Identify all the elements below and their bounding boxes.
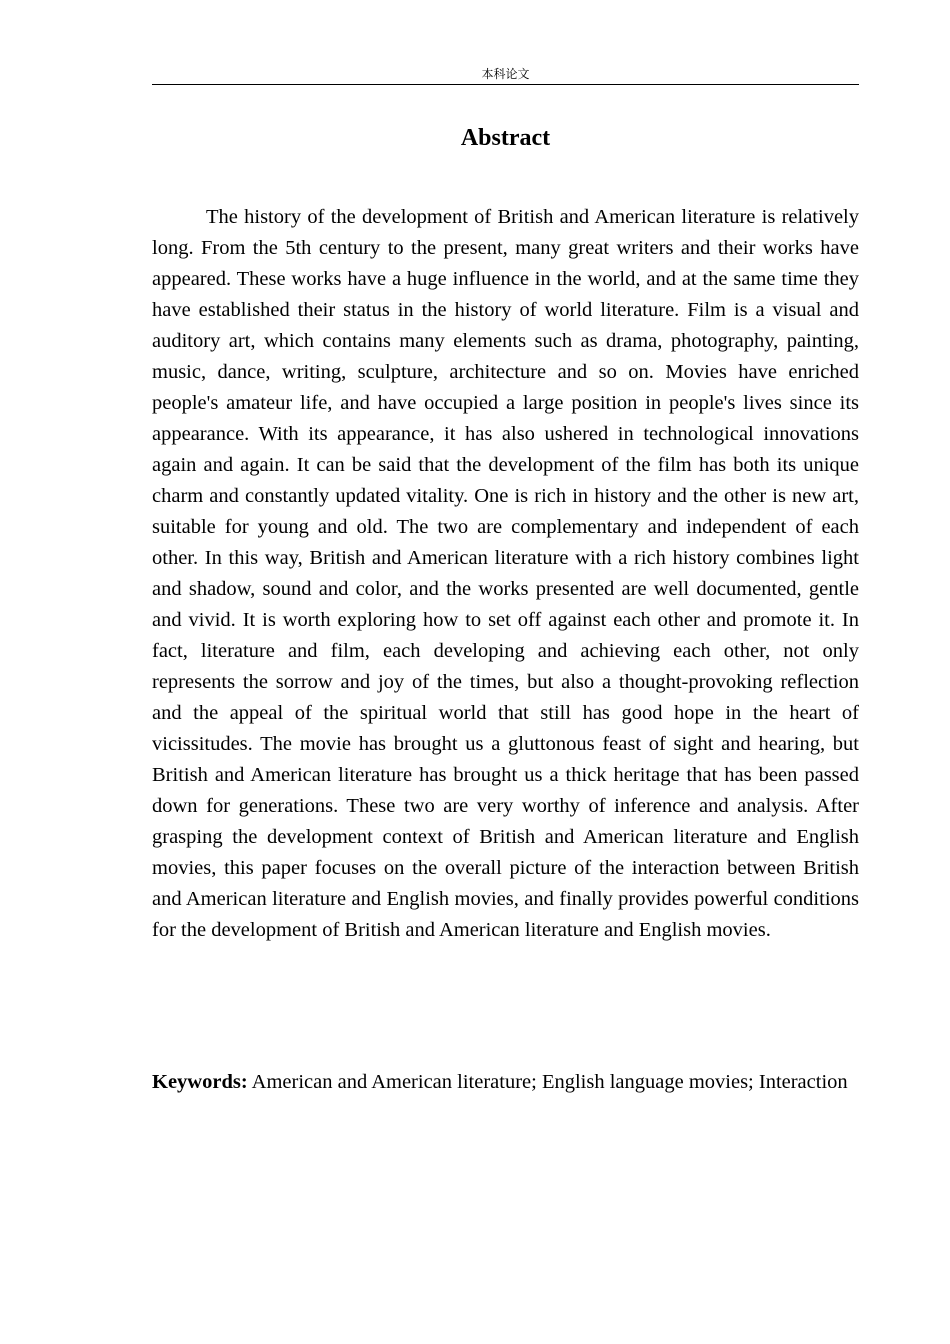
abstract-title: Abstract bbox=[460, 125, 551, 151]
keywords-paragraph bbox=[152, 1067, 859, 1098]
keywords-label: Keywords: bbox=[152, 1071, 248, 1093]
running-header: 本科论文 bbox=[152, 64, 859, 85]
abstract-body: The history of the development of British and American literature is relatively long. From the 5th century to the present, many great writers and their works have appeared. These works have a huge influence in the world, and at the same time they have established their status in the history of world literature. Film is a visual and auditory art, which contains many elements such as drama, photography, painting, music, dance, writing, sculpture, architecture and so on. Movies have enriched people's amateur life, and have occupied a large position in people's lives since its appearance. With its appearance, it has also ushered in technological innovations again and again. It can be said that the development of the film has both its unique charm and constantly updated vitality. One is rich in history and the other is new art, suitable for young and old. The two are complementary and independent of each other. In this way, British and American literature with a rich history combines light and shadow, sound and color, and the works presented are well documented, gentle and vivid. It is worth exploring how to set off against each other and promote it. In fact, literature and film, each developing and achieving each other, not only represents the sorrow and joy of the times, but also a thought-provoking reflection and the appeal of the spiritual world that still has good hope in the heart of vicissitudes. The movie has brought us a gluttonous feast of sight and hearing, but British and American literature has brought us a thick heritage that has been passed down for generations. These two are very worthy of inference and analysis. After grasping the development context of British and American literature and English movies, this paper focuses on the overall picture of the interaction between British and American literature and English movies, and finally provides powerful conditions for the development of British and American literature and English movies. bbox=[152, 206, 859, 941]
keywords-text: American and American literature; English language movies; Interaction bbox=[251, 1071, 848, 1093]
